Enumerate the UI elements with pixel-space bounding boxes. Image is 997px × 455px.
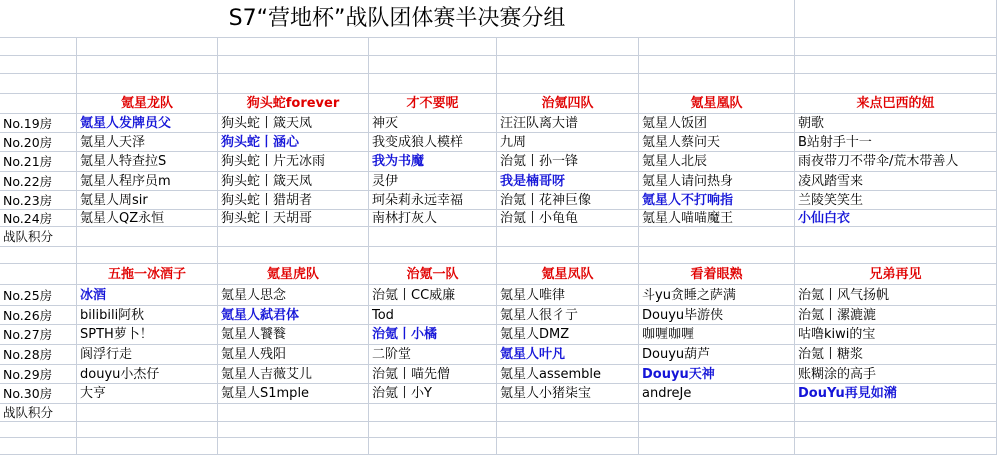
team-header[interactable]: 氪星凰队 xyxy=(639,94,795,114)
grid-cell[interactable] xyxy=(795,404,997,422)
grid-cell[interactable] xyxy=(497,56,639,74)
score-label[interactable]: 战队积分 xyxy=(0,404,77,422)
player-cell[interactable]: 氪星人assemble xyxy=(497,365,639,384)
player-cell[interactable]: 治氪丨漯漉漉 xyxy=(795,306,997,325)
room-label[interactable]: No.21房 xyxy=(0,152,77,172)
grid-cell[interactable] xyxy=(639,438,795,455)
grid-cell[interactable] xyxy=(218,74,369,94)
player-cell[interactable]: Douyu毕游侠 xyxy=(639,306,795,325)
team-header[interactable]: 氪星龙队 xyxy=(77,94,218,114)
grid-cell[interactable] xyxy=(795,74,997,94)
player-cell[interactable]: 神灭 xyxy=(369,114,497,133)
player-cell[interactable]: 氪星人饭团 xyxy=(639,114,795,133)
grid-cell[interactable] xyxy=(497,227,639,247)
team-header[interactable]: 氪星凤队 xyxy=(497,264,639,285)
grid-cell[interactable] xyxy=(369,247,497,264)
player-cell[interactable]: 氪星人很彳亍 xyxy=(497,306,639,325)
player-cell[interactable]: 狗头蛇丨箴天凤 xyxy=(218,114,369,133)
grid-cell[interactable] xyxy=(218,38,369,56)
grid-cell[interactable] xyxy=(0,38,77,56)
player-cell[interactable]: 二阶堂 xyxy=(369,345,497,365)
team-header[interactable]: 治氪四队 xyxy=(497,94,639,114)
player-cell[interactable]: B站射手十一 xyxy=(795,133,997,152)
player-cell[interactable]: SPTH萝卜！ xyxy=(77,325,218,345)
player-cell[interactable]: Douyu葫芦 xyxy=(639,345,795,365)
player-cell[interactable]: 斗yu贪睡之萨满 xyxy=(639,285,795,306)
grid-cell[interactable] xyxy=(497,247,639,264)
player-cell[interactable]: andreJe xyxy=(639,384,795,404)
room-label[interactable]: No.29房 xyxy=(0,365,77,384)
player-cell[interactable]: 朝歌 xyxy=(795,114,997,133)
player-cell[interactable]: 狗头蛇丨猎胡者 xyxy=(218,191,369,210)
player-cell[interactable]: 氪星人小猪柒宝 xyxy=(497,384,639,404)
grid-cell[interactable] xyxy=(795,438,997,455)
player-cell[interactable]: 氪星人饕餮 xyxy=(218,325,369,345)
grid-cell[interactable] xyxy=(77,247,218,264)
room-label[interactable]: No.20房 xyxy=(0,133,77,152)
grid-cell[interactable] xyxy=(795,0,997,38)
grid-cell[interactable] xyxy=(369,56,497,74)
player-cell[interactable]: 咕噜kiwi的宝 xyxy=(795,325,997,345)
player-cell[interactable]: 氪星人QZ永恒 xyxy=(77,210,218,227)
grid-cell[interactable] xyxy=(77,56,218,74)
room-label[interactable]: No.28房 xyxy=(0,345,77,365)
team-header[interactable]: 兄弟再见 xyxy=(795,264,997,285)
room-label[interactable]: No.23房 xyxy=(0,191,77,210)
grid-cell[interactable] xyxy=(639,227,795,247)
player-cell[interactable]: 治氪丨小Y xyxy=(369,384,497,404)
grid-cell[interactable] xyxy=(77,74,218,94)
grid-cell[interactable] xyxy=(795,227,997,247)
player-cell[interactable]: 氪星人思念 xyxy=(218,285,369,306)
player-cell[interactable]: 雨夜带刀不带伞/荒木带善人 xyxy=(795,152,997,172)
player-cell[interactable]: 治氪丨小橘 xyxy=(369,325,497,345)
player-cell[interactable]: 南林打灰人 xyxy=(369,210,497,227)
player-cell[interactable]: 冰酒 xyxy=(77,285,218,306)
grid-cell[interactable] xyxy=(497,438,639,455)
player-cell[interactable]: 治氪丨糖浆 xyxy=(795,345,997,365)
grid-cell[interactable] xyxy=(0,264,77,285)
grid-cell[interactable] xyxy=(639,404,795,422)
grid-cell[interactable] xyxy=(639,38,795,56)
grid-cell[interactable] xyxy=(77,404,218,422)
player-cell[interactable]: 氪星人程序员m xyxy=(77,172,218,191)
grid-cell[interactable] xyxy=(218,404,369,422)
grid-cell[interactable] xyxy=(369,438,497,455)
team-header[interactable]: 氪星虎队 xyxy=(218,264,369,285)
grid-cell[interactable] xyxy=(795,56,997,74)
grid-cell[interactable] xyxy=(639,422,795,438)
player-cell[interactable]: 氪星人弑君体 xyxy=(218,306,369,325)
grid-cell[interactable] xyxy=(497,38,639,56)
player-cell[interactable]: 氪星人天泽 xyxy=(77,133,218,152)
player-cell[interactable]: 狗头蛇丨箴天凤 xyxy=(218,172,369,191)
grid-cell[interactable] xyxy=(0,94,77,114)
grid-cell[interactable] xyxy=(497,404,639,422)
room-label[interactable]: No.26房 xyxy=(0,306,77,325)
grid-cell[interactable] xyxy=(0,247,77,264)
player-cell[interactable]: 氪星人唯律 xyxy=(497,285,639,306)
player-cell[interactable]: 汪汪队离大谱 xyxy=(497,114,639,133)
player-cell[interactable]: 治氪丨CC威廉 xyxy=(369,285,497,306)
player-cell[interactable]: 氪星人特查拉S xyxy=(77,152,218,172)
grid-cell[interactable] xyxy=(639,247,795,264)
player-cell[interactable]: 氪星人北辰 xyxy=(639,152,795,172)
room-label[interactable]: No.27房 xyxy=(0,325,77,345)
team-header[interactable]: 看着眼熟 xyxy=(639,264,795,285)
grid-cell[interactable] xyxy=(218,422,369,438)
grid-cell[interactable] xyxy=(795,422,997,438)
player-cell[interactable]: 兰陵笑笑生 xyxy=(795,191,997,210)
player-cell[interactable]: 我是楠哥呀 xyxy=(497,172,639,191)
grid-cell[interactable] xyxy=(497,422,639,438)
player-cell[interactable]: 咖喱咖喱 xyxy=(639,325,795,345)
grid-cell[interactable] xyxy=(369,404,497,422)
team-header[interactable]: 狗头蛇forever xyxy=(218,94,369,114)
player-cell[interactable]: 氪星人蔡问天 xyxy=(639,133,795,152)
player-cell[interactable]: 氪星人周sir xyxy=(77,191,218,210)
player-cell[interactable]: 氪星人请问热身 xyxy=(639,172,795,191)
team-header[interactable]: 治氪一队 xyxy=(369,264,497,285)
grid-cell[interactable] xyxy=(0,74,77,94)
player-cell[interactable]: 氪星人不打响指 xyxy=(639,191,795,210)
grid-cell[interactable] xyxy=(369,74,497,94)
player-cell[interactable]: 治氪丨风气扬帆 xyxy=(795,285,997,306)
grid-cell[interactable] xyxy=(795,247,997,264)
grid-cell[interactable] xyxy=(77,438,218,455)
player-cell[interactable]: douyu小杰仔 xyxy=(77,365,218,384)
room-label[interactable]: No.30房 xyxy=(0,384,77,404)
grid-cell[interactable] xyxy=(369,422,497,438)
grid-cell[interactable] xyxy=(218,438,369,455)
grid-cell[interactable] xyxy=(795,38,997,56)
team-header[interactable]: 五拖一冰酒子 xyxy=(77,264,218,285)
player-cell[interactable]: 阆浮行走 xyxy=(77,345,218,365)
grid-cell[interactable] xyxy=(369,227,497,247)
player-cell[interactable]: 氪星人S1mple xyxy=(218,384,369,404)
player-cell[interactable]: 小仙白衣 xyxy=(795,210,997,227)
player-cell[interactable]: 治氪丨喵先僧 xyxy=(369,365,497,384)
player-cell[interactable]: 狗头蛇丨片无冰雨 xyxy=(218,152,369,172)
player-cell[interactable]: 氪星人发牌员父 xyxy=(77,114,218,133)
player-cell[interactable]: 氪星人残阳 xyxy=(218,345,369,365)
grid-cell[interactable] xyxy=(0,438,77,455)
player-cell[interactable]: 珂朵莉永远幸福 xyxy=(369,191,497,210)
grid-cell[interactable] xyxy=(639,74,795,94)
player-cell[interactable]: 氪星人喵喵魔王 xyxy=(639,210,795,227)
player-cell[interactable]: 氪星人吉薇艾儿 xyxy=(218,365,369,384)
grid-cell[interactable] xyxy=(369,38,497,56)
grid-cell[interactable] xyxy=(77,38,218,56)
player-cell[interactable]: Douyu天神 xyxy=(639,365,795,384)
team-header[interactable]: 来点巴西的妞 xyxy=(795,94,997,114)
grid-cell[interactable] xyxy=(639,56,795,74)
player-cell[interactable]: 灵伊 xyxy=(369,172,497,191)
grid-cell[interactable] xyxy=(77,227,218,247)
player-cell[interactable]: 狗头蛇丨涵心 xyxy=(218,133,369,152)
grid-cell[interactable] xyxy=(218,227,369,247)
player-cell[interactable]: Tod xyxy=(369,306,497,325)
grid-cell[interactable] xyxy=(0,56,77,74)
grid-cell[interactable] xyxy=(77,422,218,438)
player-cell[interactable]: DouYu再見如潲 xyxy=(795,384,997,404)
player-cell[interactable]: 凌风踏雪来 xyxy=(795,172,997,191)
player-cell[interactable]: 我为书魔 xyxy=(369,152,497,172)
grid-cell[interactable] xyxy=(497,74,639,94)
player-cell[interactable]: 狗头蛇丨天胡哥 xyxy=(218,210,369,227)
room-label[interactable]: No.22房 xyxy=(0,172,77,191)
sheet-title: S7“营地杯”战队团体赛半决赛分组 xyxy=(0,0,795,38)
player-cell[interactable]: 治氪丨花神巨像 xyxy=(497,191,639,210)
player-cell[interactable]: 账糊涂的高手 xyxy=(795,365,997,384)
player-cell[interactable]: 我变成狼人模样 xyxy=(369,133,497,152)
grid-cell[interactable] xyxy=(218,247,369,264)
team-header[interactable]: 才不要呢 xyxy=(369,94,497,114)
room-label[interactable]: No.19房 xyxy=(0,114,77,133)
room-label[interactable]: No.25房 xyxy=(0,285,77,306)
player-cell[interactable]: 氪星人叶凡 xyxy=(497,345,639,365)
room-label[interactable]: No.24房 xyxy=(0,210,77,227)
grid-cell[interactable] xyxy=(0,422,77,438)
score-label[interactable]: 战队积分 xyxy=(0,227,77,247)
player-cell[interactable]: 氪星人DMZ xyxy=(497,325,639,345)
player-cell[interactable]: bilibili阿秋 xyxy=(77,306,218,325)
player-cell[interactable]: 治氪丨孙一锋 xyxy=(497,152,639,172)
player-cell[interactable]: 大亨 xyxy=(77,384,218,404)
player-cell[interactable]: 九周 xyxy=(497,133,639,152)
player-cell[interactable]: 治氪丨小龟龟 xyxy=(497,210,639,227)
grid-cell[interactable] xyxy=(218,56,369,74)
